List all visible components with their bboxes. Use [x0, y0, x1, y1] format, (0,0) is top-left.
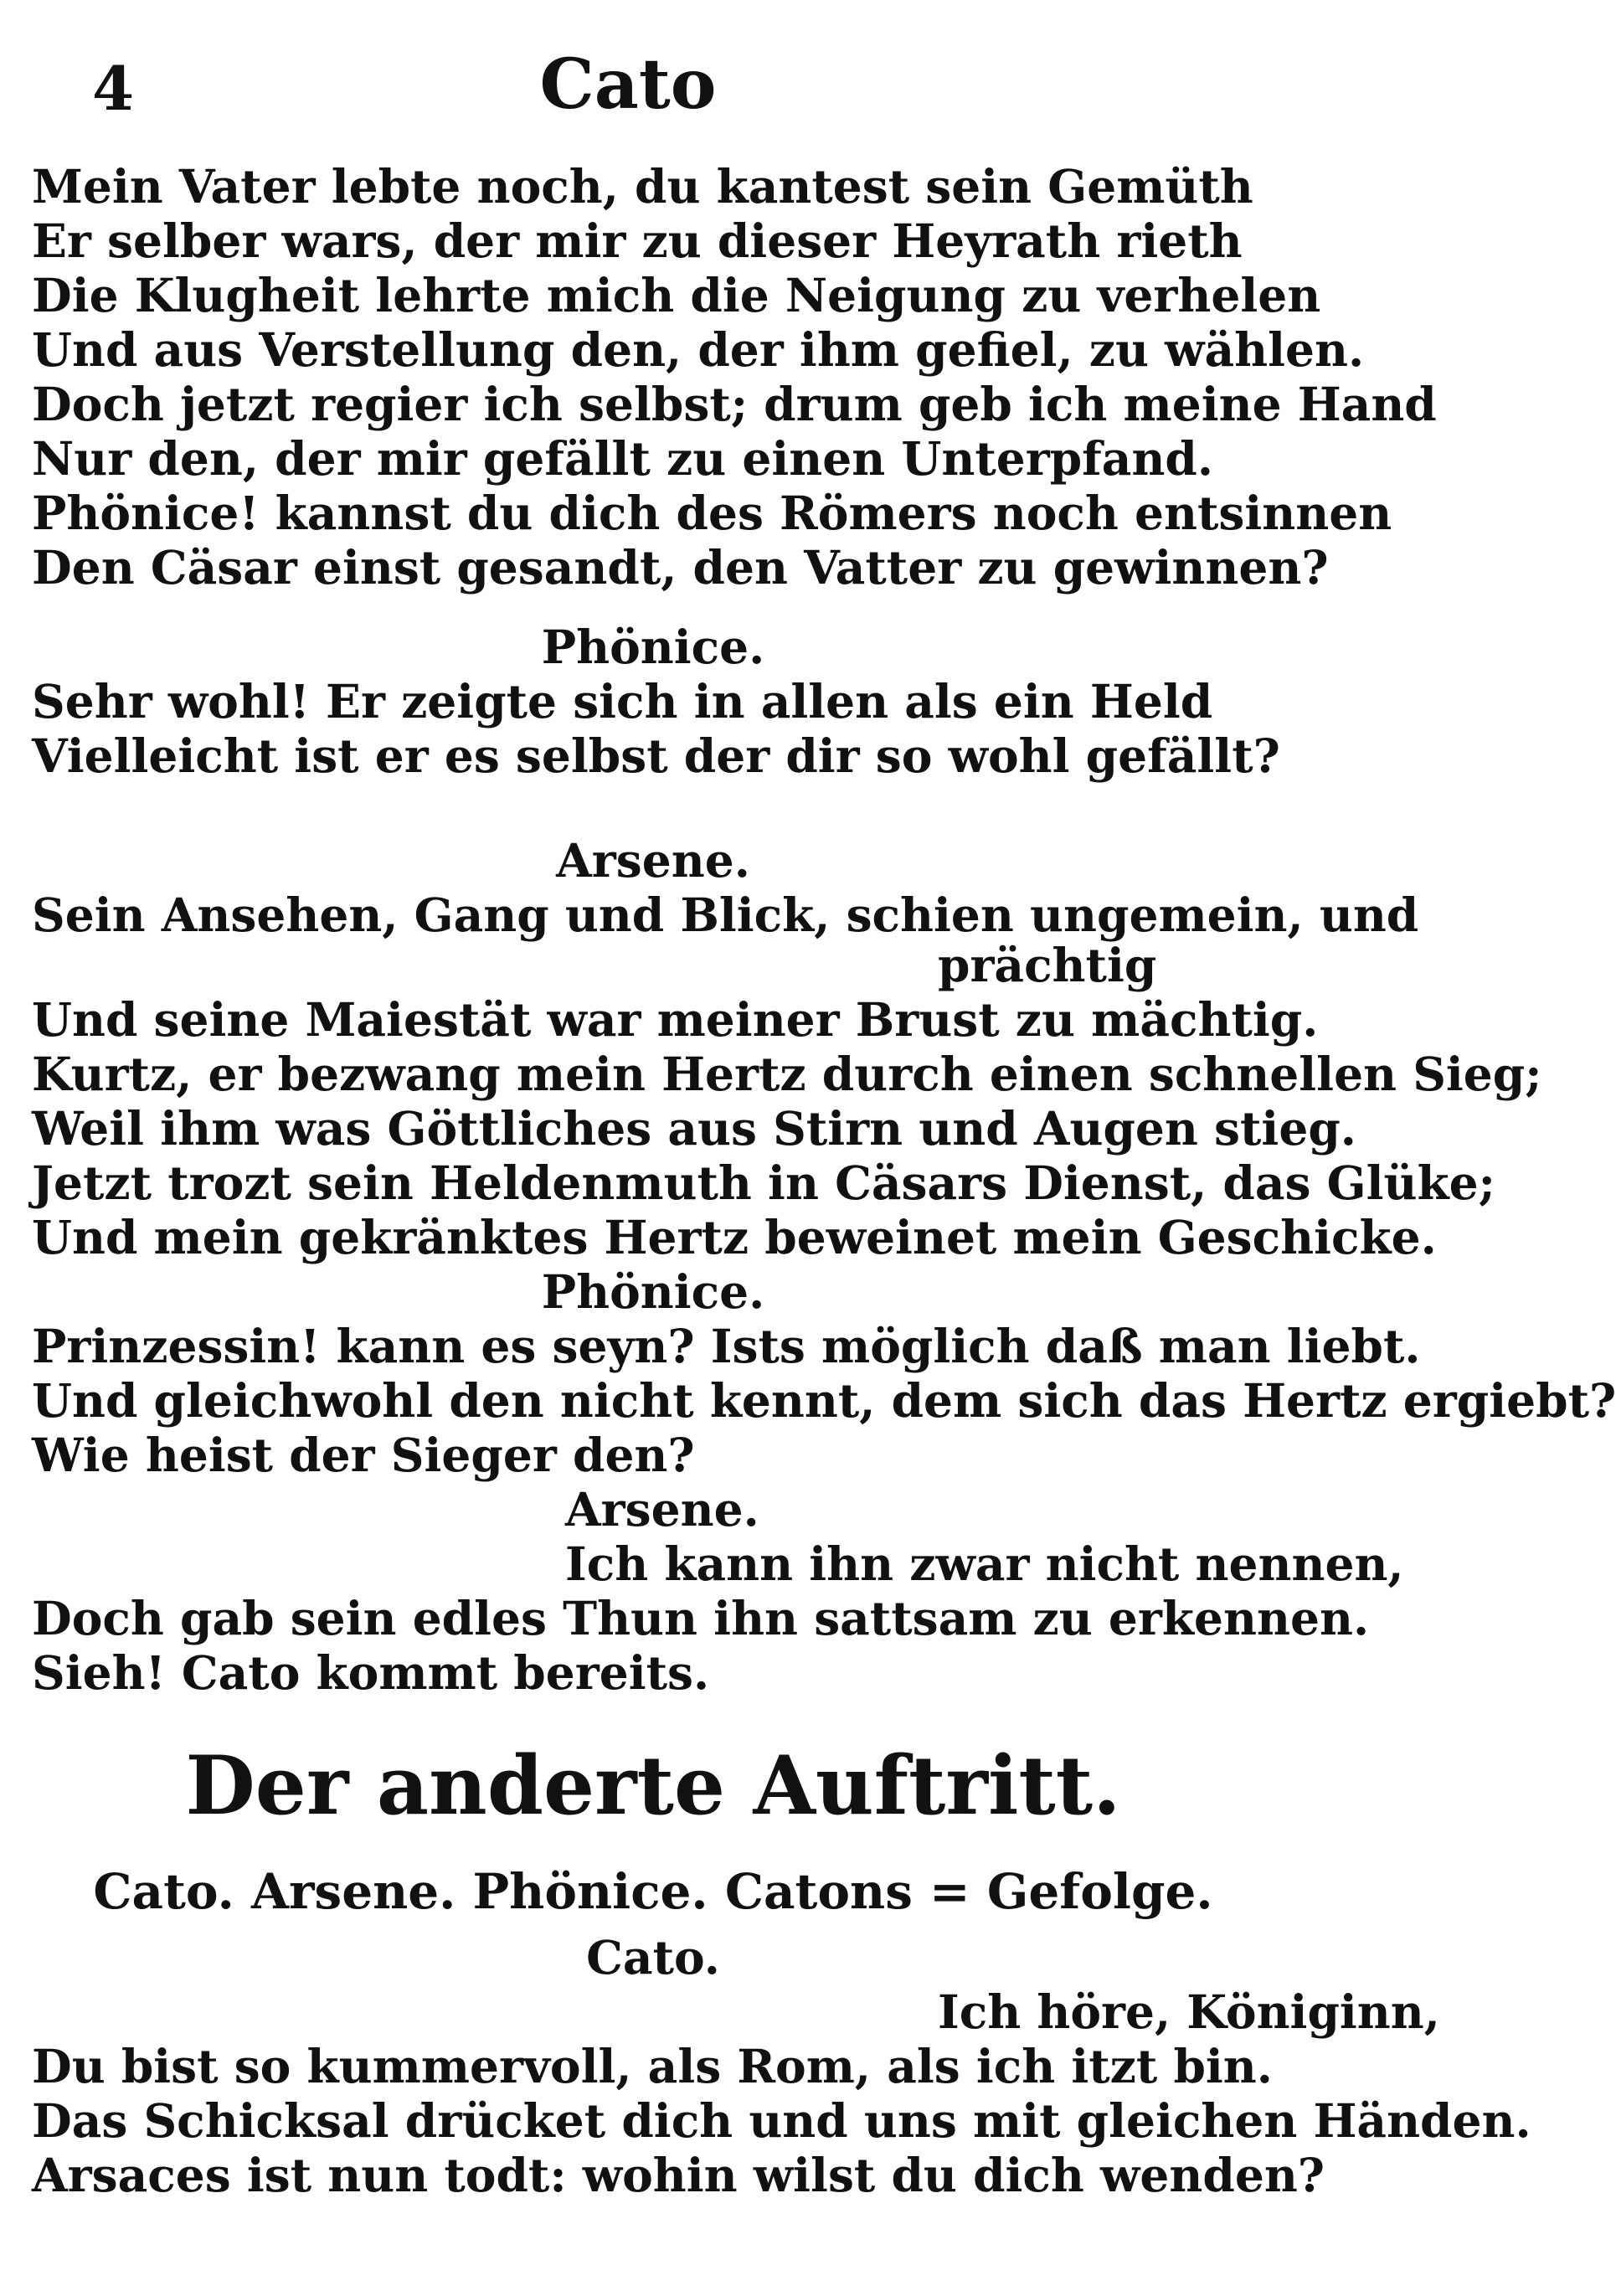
speaker-name: Phönice.	[541, 620, 765, 674]
verse-line: Und seine Maiestät war meiner Brust zu mächtig.	[32, 992, 1319, 1047]
verse-line: Und aus Verstellung den, der ihm gefiel, zu wählen.	[32, 322, 1365, 377]
verse-line: Jetzt trozt sein Heldenmuth in Cäsars Dienst, das Glüke;	[32, 1156, 1495, 1210]
speaker-name: Arsene.	[565, 1482, 759, 1537]
verse-line: Kurtz, er bezwang mein Hertz durch einen schnellen Sieg;	[32, 1047, 1542, 1101]
cast-list: Cato. Arsene. Phönice. Catons = Gefolge.	[93, 1863, 1213, 1920]
verse-line: Das Schicksal drücket dich und uns mit gleichen Händen.	[32, 2093, 1531, 2148]
verse-line: Und gleichwohl den nicht kennt, dem sich das Hertz ergiebt?	[32, 1373, 1616, 1428]
verse-line: Weil ihm was Göttliches aus Stirn und Augen stieg.	[32, 1101, 1356, 1156]
speaker-name: Arsene.	[556, 833, 750, 888]
verse-line: Wie heist der Sieger den?	[32, 1428, 695, 1482]
verse-line: Den Cäsar einst gesandt, den Vatter zu gewinnen?	[32, 540, 1329, 595]
verse-line: Sein Ansehen, Gang und Blick, schien ungemein, und	[32, 888, 1419, 942]
speaker-name: Cato.	[586, 1930, 720, 1985]
verse-line: Mein Vater lebte noch, du kantest sein Gemüth	[32, 159, 1253, 214]
verse-line: Nur den, der mir gefällt zu einen Unterpfand.	[32, 431, 1214, 486]
verse-line: Sieh! Cato kommt bereits.	[32, 1645, 710, 1700]
speaker-name: Phönice.	[541, 1264, 765, 1319]
running-title: Cato	[539, 44, 717, 125]
verse-line: Phönice! kannst du dich des Römers noch entsinnen	[32, 486, 1392, 540]
verse-line: Arsaces ist nun todt: wohin wilst du dich wenden?	[32, 2148, 1325, 2202]
verse-line: Und mein gekränktes Hertz beweinet mein Geschicke.	[32, 1210, 1437, 1264]
verse-line: Ich höre, Königinn,	[938, 1985, 1440, 2039]
verse-line: Die Klugheit lehrte mich die Neigung zu verhelen	[32, 268, 1321, 322]
verse-line: Vielleicht ist er es selbst der dir so wohl gefällt?	[32, 728, 1280, 783]
verse-line: Er selber wars, der mir zu dieser Heyrath rieth	[32, 214, 1243, 268]
scene-heading: Der anderte Auftritt.	[185, 1738, 1121, 1833]
verse-line: Prinzessin! kann es seyn? Ists möglich daß man liebt.	[32, 1319, 1421, 1373]
verse-line: Du bist so kummervoll, als Rom, als ich itzt bin.	[32, 2039, 1273, 2093]
page-number: 4	[92, 53, 135, 124]
verse-line: Sehr wohl! Er zeigte sich in allen als ein Held	[32, 674, 1213, 728]
page-header	[0, 33, 1396, 134]
verse-line: Ich kann ihn zwar nicht nennen,	[565, 1537, 1404, 1591]
verse-line: Doch jetzt regier ich selbst; drum geb ich meine Hand	[32, 377, 1437, 431]
verse-line-continuation: prächtig	[938, 938, 1157, 992]
verse-line: Doch gab sein edles Thun ihn sattsam zu erkennen.	[32, 1591, 1370, 1645]
